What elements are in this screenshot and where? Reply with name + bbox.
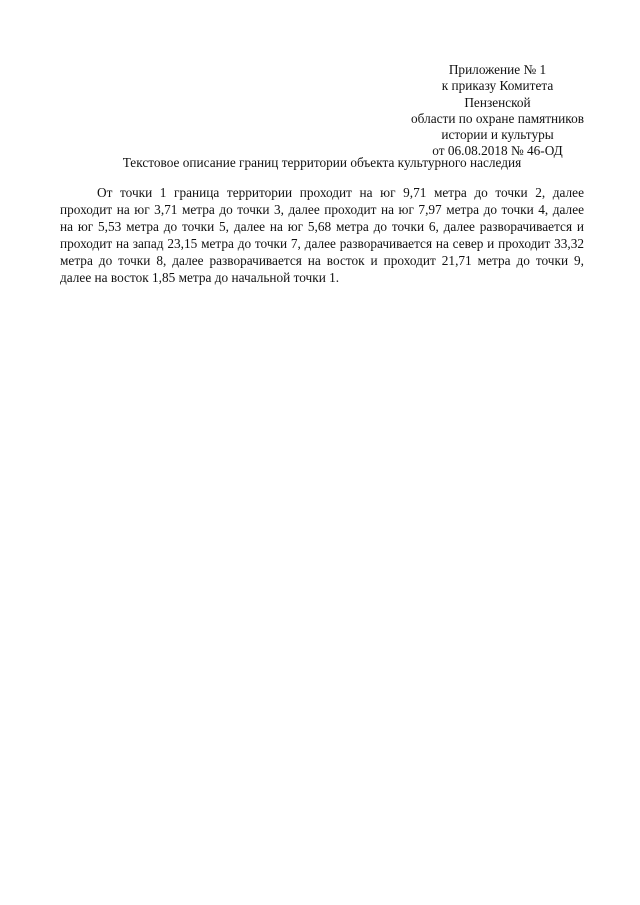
paragraph-line: проходит на запад 23,15 метра до точки 7, далее разворачивается на север и проходит 33,32 (60, 235, 584, 251)
header-line: Приложение № 1 (448, 62, 547, 77)
header-line: к приказу Комитета Пензенской (441, 78, 554, 110)
document-title: Текстовое описание границ территории объекта культурного наследия (122, 155, 522, 170)
paragraph-line: метра до точки 8, далее разворачивается на восток и проходит 21,71 метра до точки 9, (60, 252, 584, 268)
paragraph-line: От точки 1 граница территории проходит на юг 9,71 метра до точки 2, далее (97, 185, 584, 200)
header-line: области по охране памятников (410, 110, 585, 126)
paragraph-line: далее на восток 1,85 метра до начальной точки 1. (60, 269, 340, 285)
appendix-header (410, 62, 585, 160)
boundary-description (60, 185, 584, 286)
paragraph-line: проходит на юг 3,71 метра до точки 3, далее проходит на юг 7,97 метра до точки 4, далее (60, 201, 584, 217)
header-line: от 06.08.2018 № 46-ОД (432, 143, 563, 159)
header-line: истории и культуры (441, 127, 554, 143)
paragraph-line: на юг 5,53 метра до точки 5, далее на юг 5,68 метра до точки 6, далее разворачивается и (60, 218, 584, 234)
